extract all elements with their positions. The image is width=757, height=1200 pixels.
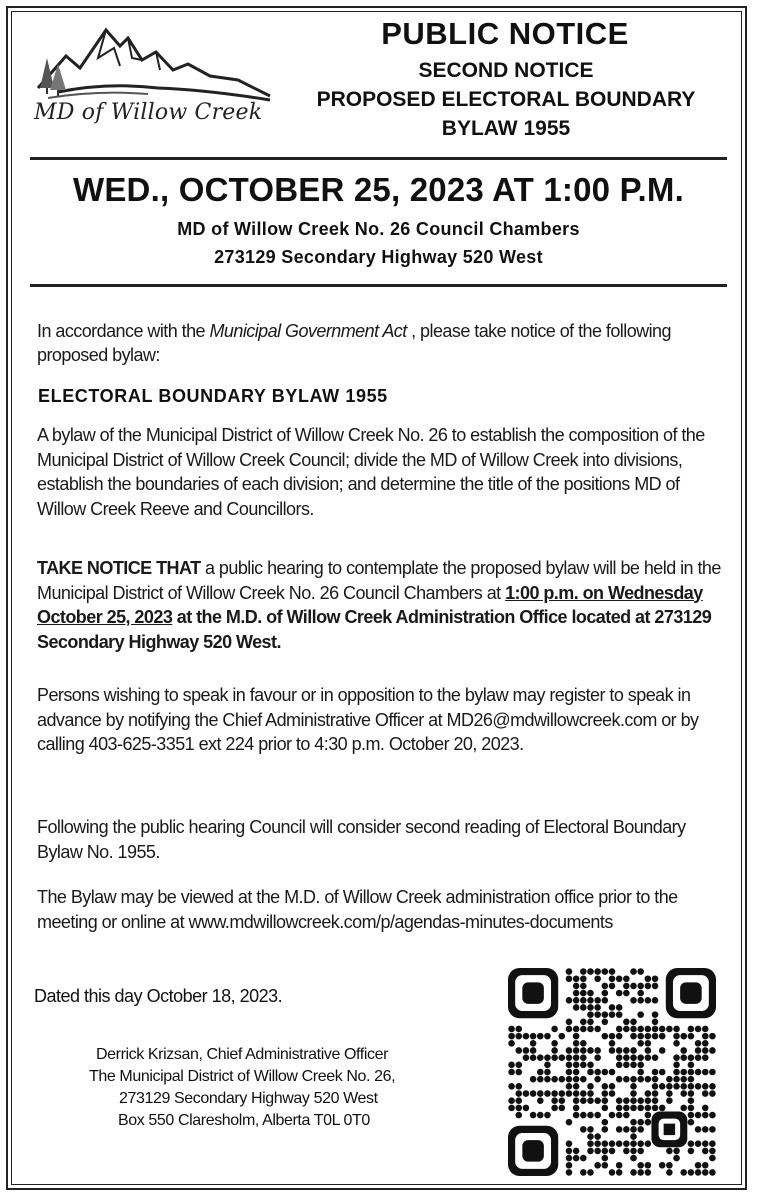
signature-address-2: Box 550 Claresholm, Alberta T0L 0T0 — [118, 1112, 370, 1129]
second-reading-paragraph: Following the public hearing Council will consider second reading of Electoral Boundary Bylaw No. 1955. — [37, 817, 686, 862]
hearing-time: 1:00 p.m. on Wednesday October 25, 2023 — [37, 582, 703, 627]
hearing-paragraph: TAKE NOTICE THAT a public hearing to contemplate the proposed bylaw will be held in the Municipal District of Willow Creek No. 26 Council Chambers at 1:00 p.m. on Wednesday October 25, 2023 at the M.D. of Willow Creek Administration Office located at 273129 Secondary Highway 520 West. — [37, 558, 721, 652]
notice-title: PUBLIC NOTICE — [381, 16, 629, 51]
notice-subtitle-1: SECOND NOTICE — [418, 59, 594, 82]
divider-bottom — [30, 284, 727, 287]
meeting-venue: MD of Willow Creek No. 26 Council Chambers — [177, 219, 580, 239]
signature-address-1: 273129 Secondary Highway 520 West — [119, 1090, 378, 1107]
act-name: Municipal Government Act — [209, 321, 407, 341]
bylaw-description: A bylaw of the Municipal District of Willow Creek No. 26 to establish the composition of the Municipal District of Willow Creek Council; divide the MD of Willow Creek into divisions, establish the boundaries of each division; and determine the title of the positions MD of Willow Creek Reeve and Councillors. — [37, 425, 705, 519]
notice-subtitle-2: PROPOSED ELECTORAL BOUNDARY — [316, 88, 696, 111]
meeting-address: 273129 Secondary Highway 520 West — [214, 247, 543, 267]
intro-paragraph: In accordance with the Municipal Government Act , please take notice of the following proposed bylaw: — [37, 321, 671, 365]
dated-line: Dated this day October 18, 2023. — [34, 986, 283, 1006]
meeting-datetime: WED., OCTOBER 25, 2023 AT 1:00 P.M. — [73, 171, 684, 208]
qr-code-icon[interactable] — [508, 968, 716, 1176]
org-logo-text: MD of Willow Creek — [34, 100, 263, 125]
notice-subtitle-3: BYLAW 1955 — [441, 117, 571, 140]
speak-paragraph: Persons wishing to speak in favour or in opposition to the bylaw may register to speak in advance by notifying the Chief Administrative Officer at MD26@mdwillowcreek.com or by calling 403-625-3351 ext 224 prior to 4:30 p.m. October 20, 2023. — [37, 685, 699, 754]
divider-top — [30, 157, 727, 160]
signature-org: The Municipal District of Willow Creek No. 26, — [89, 1068, 396, 1085]
signature-name: Derrick Krizsan, Chief Administrative Officer — [96, 1046, 389, 1063]
viewing-paragraph: The Bylaw may be viewed at the M.D. of Willow Creek administration office prior to the meeting or online at www.mdwillowcreek.com/p/agendas-minutes-documents — [37, 887, 678, 932]
bylaw-heading: ELECTORAL BOUNDARY BYLAW 1955 — [38, 386, 388, 406]
signature-block — [70, 1044, 470, 1132]
